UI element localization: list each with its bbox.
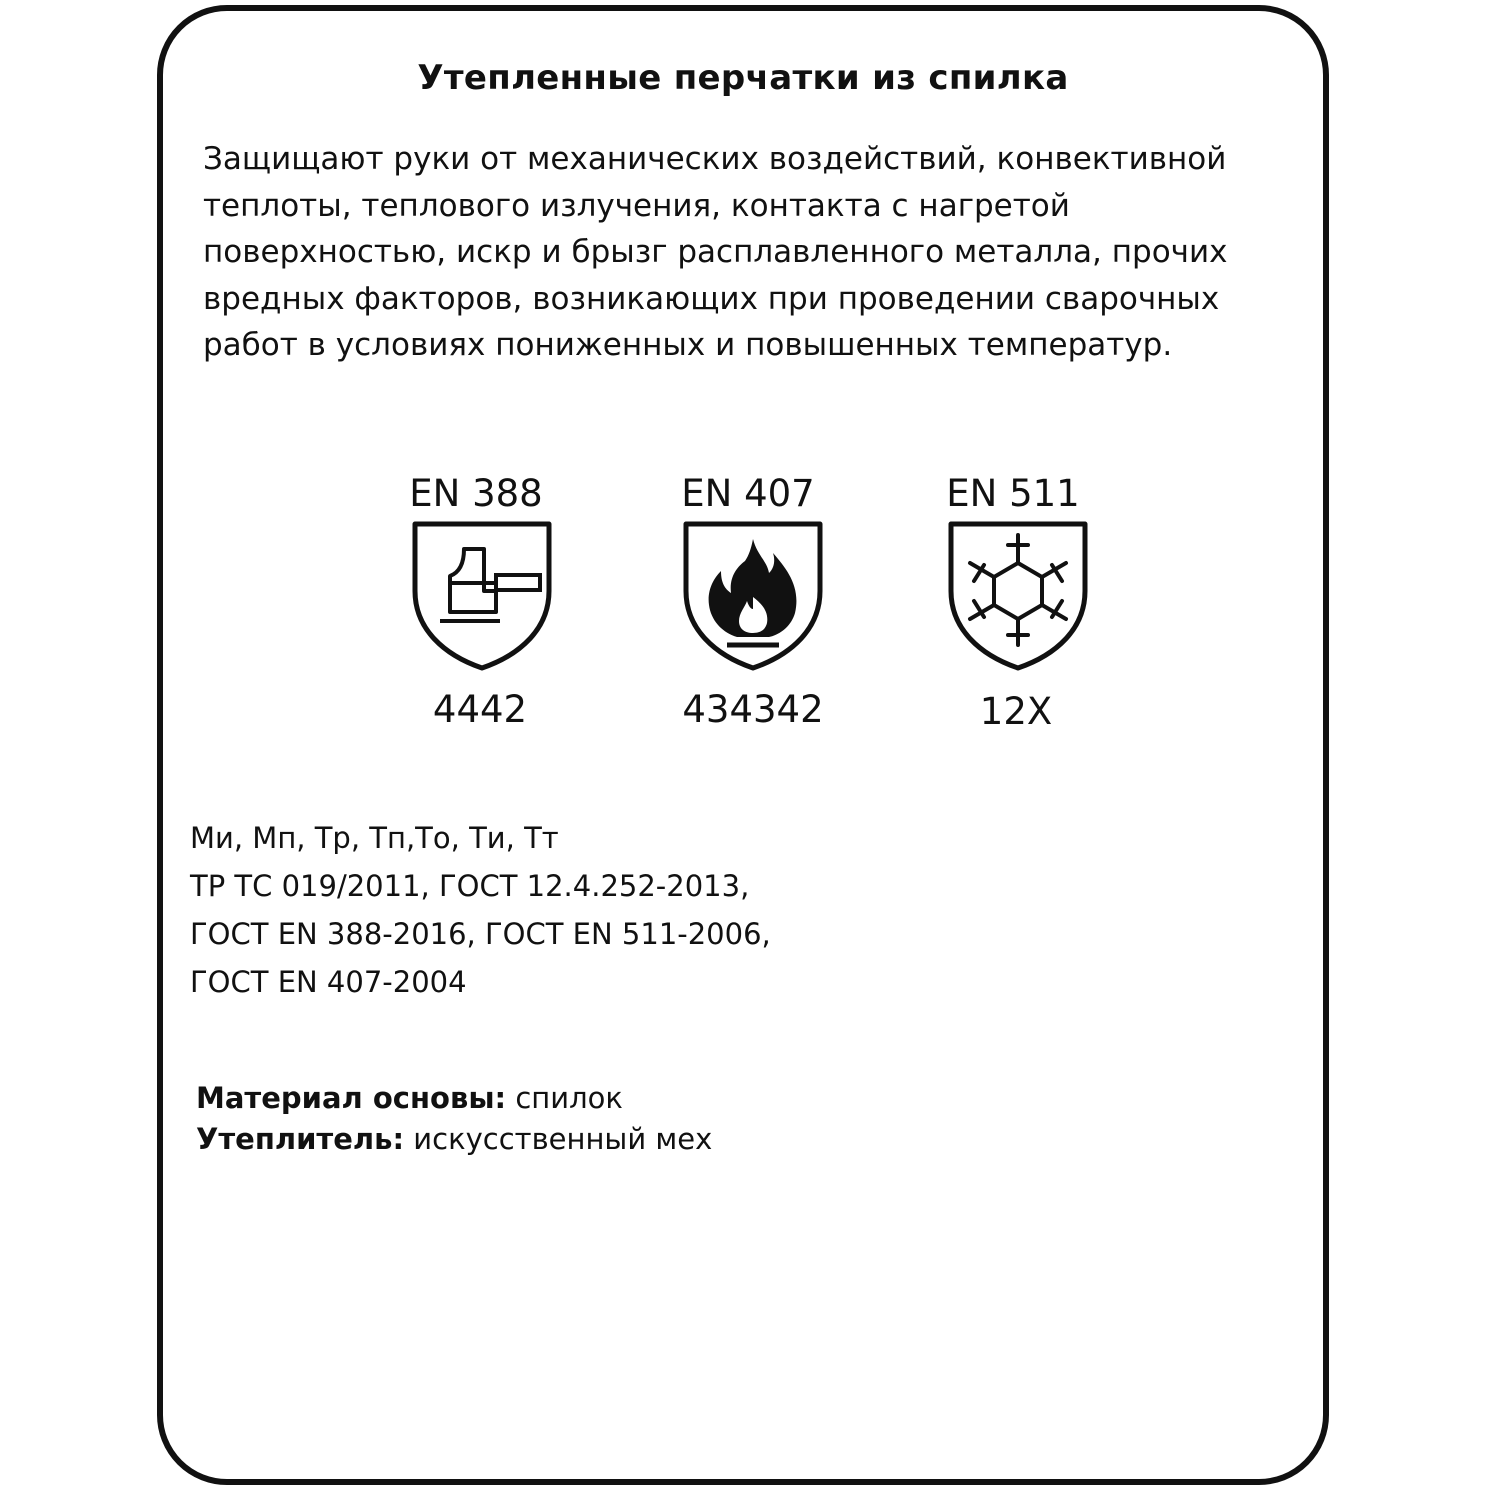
standard-label-en388: EN 388 <box>409 472 543 515</box>
standard-score-en511: 12X <box>979 690 1053 733</box>
hammer-glove-shield-icon <box>412 521 552 671</box>
insulation-row <box>196 1119 712 1160</box>
base-material-label: Материал основы: <box>196 1081 507 1115</box>
base-material-row <box>196 1078 712 1119</box>
flame-shield-icon <box>683 521 823 671</box>
certification-codes <box>190 814 771 1006</box>
standard-label-en407: EN 407 <box>681 472 815 515</box>
code-line: ГОСТ EN 407-2004 <box>190 965 467 999</box>
insulation-value: искусственный мех <box>404 1122 713 1156</box>
material-info <box>196 1078 712 1160</box>
description-line: теплоты, теплового излучения, контакта с нагретой <box>203 187 1070 224</box>
base-material-value: спилок <box>506 1081 623 1115</box>
description-line: Защищают руки от механических воздействий, конвективной <box>203 141 1227 177</box>
code-line: ТР ТС 019/2011, ГОСТ 12.4.252-2013, <box>190 869 750 903</box>
standard-score-en388: 4442 <box>432 688 528 731</box>
standard-label-en511: EN 511 <box>946 472 1080 515</box>
description <box>203 136 1293 369</box>
insulation-label: Утеплитель: <box>196 1122 405 1156</box>
page-title: Утепленные перчатки из спилка <box>417 58 1069 98</box>
code-line: Ми, Мп, Тр, Тп,То, Ти, Тт <box>190 821 559 855</box>
code-line: ГОСТ EN 388-2016, ГОСТ EN 511-2006, <box>190 917 771 951</box>
standard-score-en407: 434342 <box>682 688 824 731</box>
description-line: работ в условиях пониженных и повышенных температур. <box>203 327 1173 363</box>
snowflake-shield-icon <box>948 521 1088 671</box>
description-line: поверхностью, искр и брызг расплавленного металла, прочих <box>203 234 1228 270</box>
description-line: вредных факторов, возникающих при проведении сварочных <box>203 280 1220 317</box>
